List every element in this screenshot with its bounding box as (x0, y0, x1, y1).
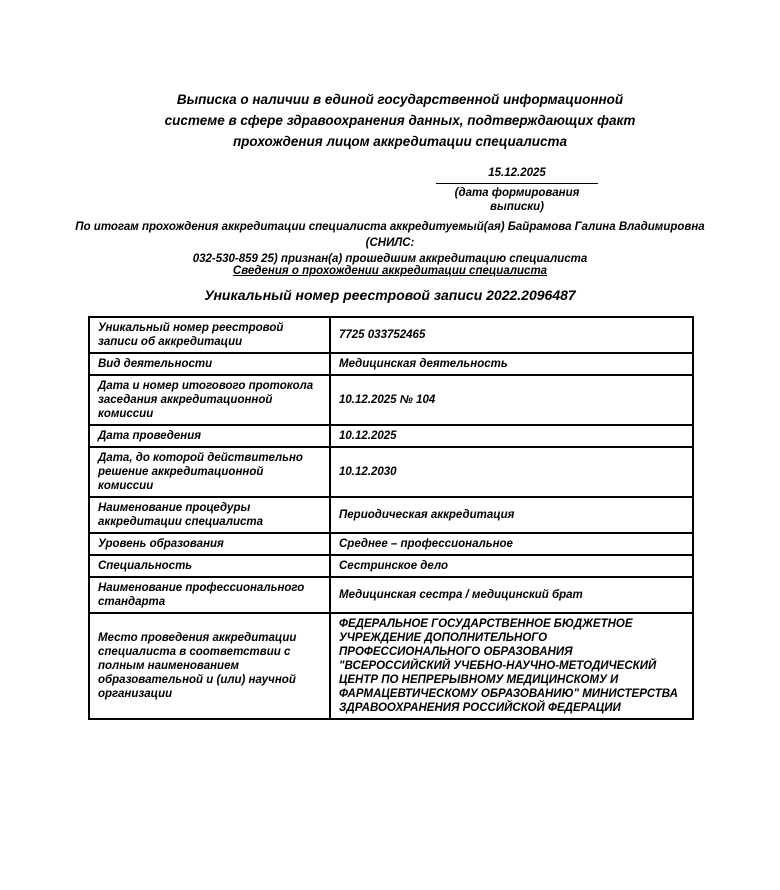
intro-line: По итогам прохождения аккредитации специалиста аккредитуемый(ая) Байрамова Галина Владимировна (СНИЛС: (75, 221, 705, 249)
table-row (89, 613, 693, 719)
table-row (89, 447, 693, 497)
table-row (89, 353, 693, 375)
row-label: Специальность (89, 555, 330, 577)
section-heading: Сведения о прохождении аккредитации специалиста (232, 265, 548, 277)
intro-paragraph (60, 219, 720, 267)
document-title-line: системе в сфере здравоохранения данных, подтверждающих факт (164, 113, 636, 128)
row-value: 10.12.2025 № 104 (330, 375, 693, 425)
row-value: ФЕДЕРАЛЬНОЕ ГОСУДАРСТВЕННОЕ БЮДЖЕТНОЕ УЧРЕЖДЕНИЕ ДОПОЛНИТЕЛЬНОГО ПРОФЕССИОНАЛЬНОГО ОБРАЗОВАНИЯ "ВСЕРОССИЙСКИЙ УЧЕБНО-НАУЧНО-МЕТОДИЧЕСКИЙ ЦЕНТР ПО НЕПРЕРЫВНОМУ МЕДИЦИНСКОМУ И ФАРМАЦЕВТИЧЕСКОМУ ОБРАЗОВАНИЮ" МИНИСТЕРСТВА ЗДРАВООХРАНЕНИЯ РОССИЙСКОЙ ФЕДЕРАЦИИ (330, 613, 693, 719)
formation-date-caption: (дата формирования выписки) (454, 187, 580, 213)
row-label: Дата и номер итогового протокола заседания аккредитационной комиссии (89, 375, 330, 425)
row-value: Медицинская деятельность (330, 353, 693, 375)
row-value: 7725 033752465 (330, 317, 693, 353)
row-label: Наименование процедуры аккредитации специалиста (89, 497, 330, 533)
row-label: Дата, до которой действительно решение аккредитационной комиссии (89, 447, 330, 497)
table-row (89, 317, 693, 353)
document-title-line: прохождения лицом аккредитации специалиста (232, 134, 568, 149)
row-label: Вид деятельности (89, 353, 330, 375)
row-label: Место проведения аккредитации специалиста в соответствии с полным наименованием образовательной и (или) научной организации (89, 613, 330, 719)
document-title-line: Выписка о наличии в единой государственной информационной (176, 92, 624, 107)
row-value: 10.12.2030 (330, 447, 693, 497)
row-label: Уникальный номер реестровой записи об аккредитации (89, 317, 330, 353)
row-label: Уровень образования (89, 533, 330, 555)
formation-date-block (436, 166, 598, 214)
row-value: Среднее – профессиональное (330, 533, 693, 555)
row-value: Периодическая аккредитация (330, 497, 693, 533)
registry-number-heading: Уникальный номер реестровой записи 2022.2096487 (204, 287, 576, 303)
row-value: Сестринское дело (330, 555, 693, 577)
intro-line: 032-530-859 25) признан(а) прошедшим аккредитацию специалиста (192, 253, 588, 265)
table-row (89, 577, 693, 613)
document-title (90, 89, 710, 152)
row-value: 10.12.2025 (330, 425, 693, 447)
row-value: Медицинская сестра / медицинский брат (330, 577, 693, 613)
table-row (89, 425, 693, 447)
table-row (89, 555, 693, 577)
table-row (89, 497, 693, 533)
row-label: Наименование профессионального стандарта (89, 577, 330, 613)
row-label: Дата проведения (89, 425, 330, 447)
table-row (89, 375, 693, 425)
accreditation-table (88, 316, 694, 720)
table-row (89, 533, 693, 555)
formation-date: 15.12.2025 (436, 166, 598, 184)
